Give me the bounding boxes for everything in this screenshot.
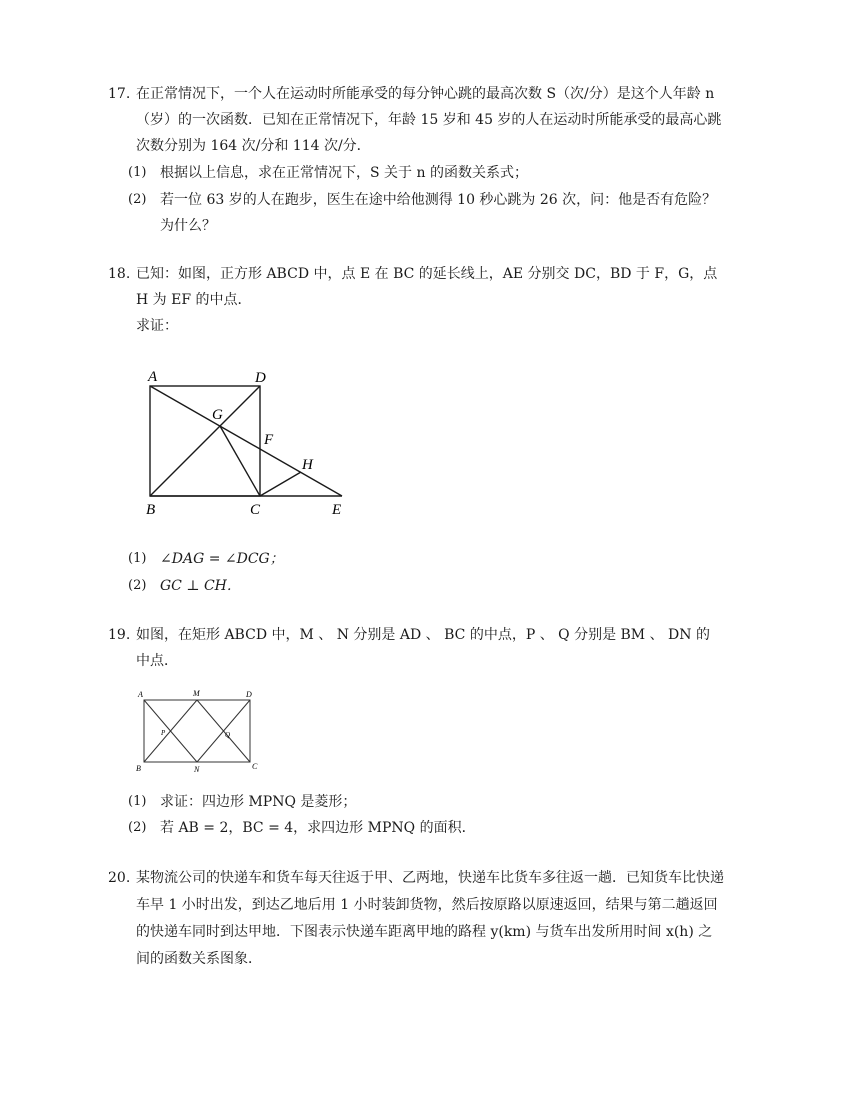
label-e: E — [332, 502, 342, 518]
label-p: P — [161, 729, 166, 737]
label-c: C — [250, 502, 261, 518]
label-a: A — [148, 369, 158, 385]
question-text-line: 次数分别为 164 次/分和 114 次/分． — [136, 138, 371, 154]
label-b: B — [136, 764, 141, 773]
question-text-line: 求证： — [136, 318, 178, 334]
question-text-line: 在正常情况下，一个人在运动时所能承受的每分钟心跳的最高次数 S（次/分）是这个人年龄 n — [136, 86, 715, 102]
label-c: C — [252, 762, 258, 771]
part-text: 若一位 63 岁的人在跑步，医生在途中给他测得 10 秒心跳为 26 次，问：他是否有危险？ — [160, 192, 717, 208]
part-label: (2) — [128, 192, 147, 207]
label-h: H — [302, 457, 313, 473]
label-f: F — [264, 432, 274, 448]
part-label: (1) — [128, 794, 147, 809]
question-number: 19. — [108, 627, 131, 643]
label-m: M — [193, 689, 200, 698]
label-a: A — [138, 690, 143, 699]
part-text-continuation: 为什么？ — [160, 218, 216, 234]
part-label: (1) — [128, 551, 147, 566]
label-b: B — [146, 502, 156, 518]
question-number: 17. — [108, 86, 131, 102]
question-text-line: 某物流公司的快递车和货车每天往返于甲、乙两地，快递车比货车多往返一趟．已知货车比快递 — [136, 870, 724, 886]
question-text-line: 的快递车同时到达甲地．下图表示快递车距离甲地的路程 y(km) 与货车出发所用时间 x(h) 之 — [136, 924, 713, 940]
square-abcd-figure — [140, 362, 360, 522]
label-d: D — [246, 690, 252, 699]
part-label: (2) — [128, 578, 147, 593]
label-n: N — [194, 765, 200, 774]
question-text-line: 车早 1 小时出发，到达乙地后用 1 小时装卸货物，然后按原路以原速返回，结果与第二趟返回 — [136, 897, 718, 913]
part-text: 求证：四边形 MPNQ 是菱形； — [160, 794, 357, 810]
part-label: (1) — [128, 165, 147, 180]
part-text: GC ⊥ CH． — [160, 578, 241, 594]
question-number: 20. — [108, 870, 131, 886]
part-text: 根据以上信息，求在正常情况下，S 关于 n 的函数关系式； — [160, 165, 528, 181]
label-d: D — [255, 370, 266, 386]
part-label: (2) — [128, 820, 147, 835]
question-number: 18. — [108, 266, 131, 282]
question-text-line: 间的函数关系图象． — [136, 951, 262, 967]
question-text-line: 中点． — [136, 653, 178, 669]
question-text-line: 已知：如图，正方形 ABCD 中，点 E 在 BC 的延长线上，AE 分别交 DC，BD 于 F，G，点 — [136, 266, 718, 282]
rectangle-abcd-figure — [132, 686, 264, 776]
part-text: ∠DAG = ∠DCG； — [160, 551, 284, 567]
label-g: G — [212, 407, 223, 423]
question-text-line: H 为 EF 的中点． — [136, 292, 252, 308]
part-text: 若 AB = 2，BC = 4，求四边形 MPNQ 的面积． — [160, 820, 476, 836]
question-text-line: （岁）的一次函数．已知在正常情况下，年龄 15 岁和 45 岁的人在运动时所能承受的最高心跳 — [136, 112, 722, 128]
question-text-line: 如图，在矩形 ABCD 中，M 、 N 分别是 AD 、 BC 的中点，P 、 Q 分别是 BM 、 DN 的 — [136, 627, 710, 643]
label-q: Q — [225, 731, 231, 739]
